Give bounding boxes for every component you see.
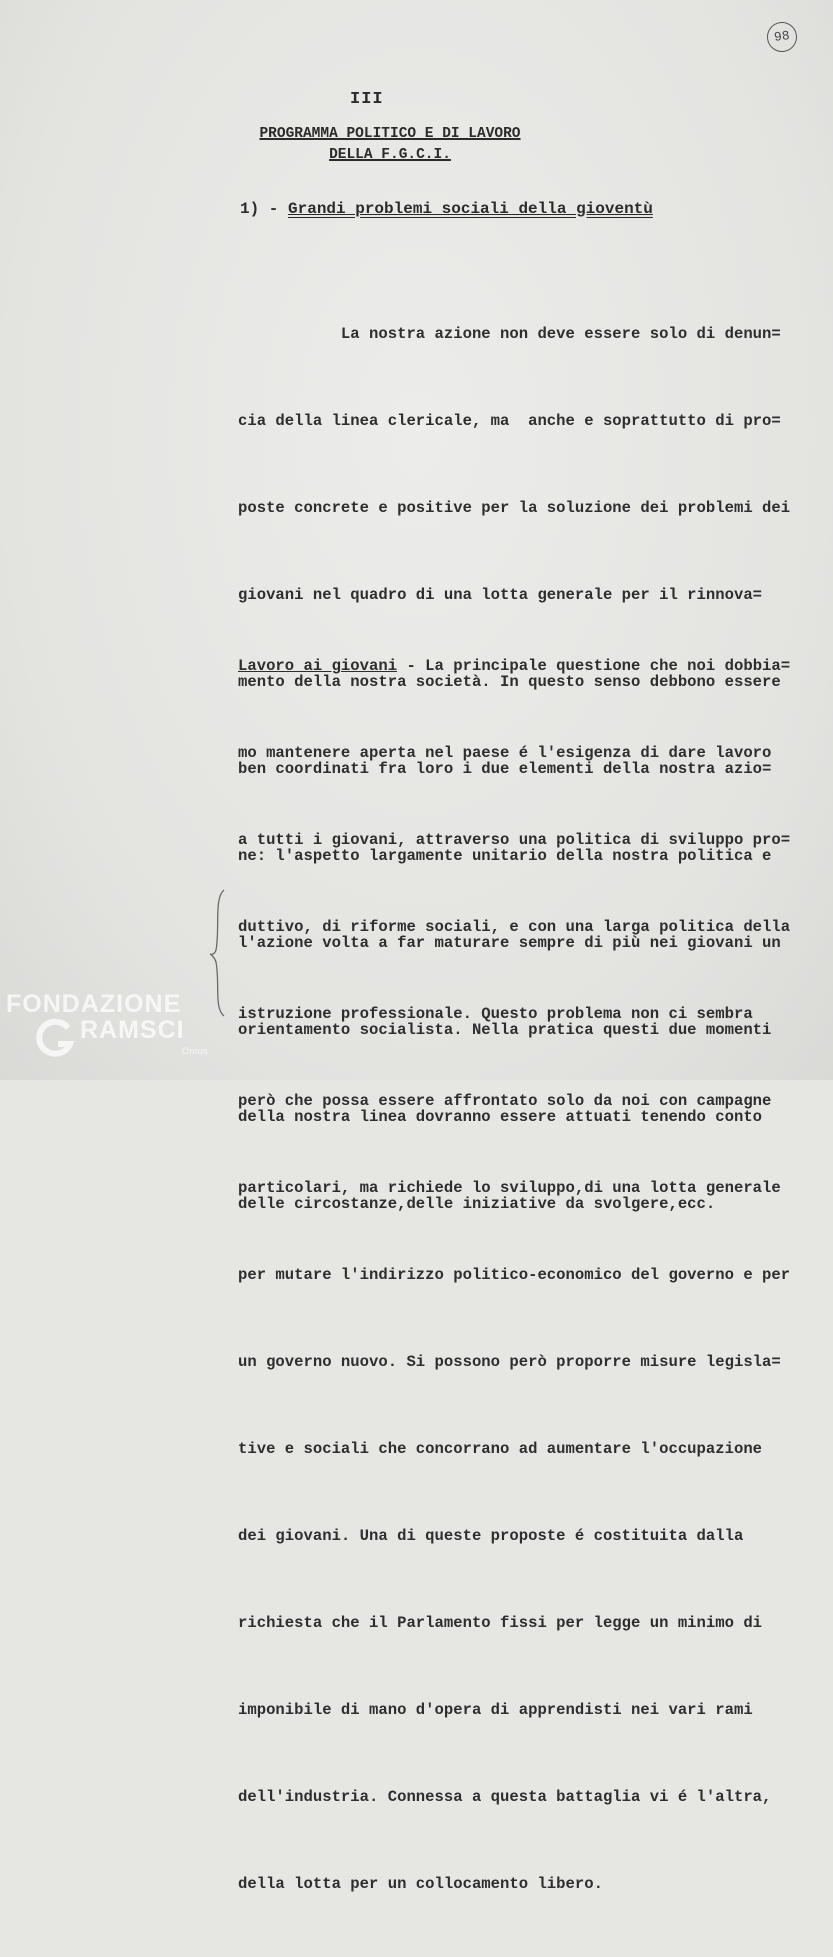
heading-line-2: DELLA F.G.C.I.	[329, 147, 451, 163]
section-title	[240, 200, 653, 218]
paragraph-lead-title: Lavoro ai giovani	[238, 657, 398, 675]
paragraph-line: poste concrete e positive per la soluzione dei problemi dei	[238, 499, 791, 517]
paragraph-line: giovani nel quadro di una lotta generale per il rinnova=	[238, 586, 763, 604]
paragraph-line: delle circostanze,delle iniziative da svolgere,ecc.	[238, 1195, 716, 1213]
page-number-stamp: 98	[765, 20, 799, 54]
paragraph-line: duttivo, di riforme sociali, e con una larga politica della	[238, 918, 791, 936]
paragraph-line: istruzione professionale. Questo problema non ci sembra	[238, 1005, 753, 1023]
watermark-line-2: RAMSCI	[80, 1016, 185, 1044]
chapter-number: III	[350, 90, 384, 109]
watermark-line-3: Onlus	[182, 1046, 209, 1056]
heading-line-1: PROGRAMMA POLITICO E DI LAVORO	[259, 126, 521, 142]
paragraph-line: della lotta per un collocamento libero.	[238, 1875, 603, 1893]
watermark-logo	[6, 990, 216, 1070]
paragraph-line: orientamento socialista. Nella pratica questi due momenti	[238, 1021, 772, 1039]
section-number: 1) -	[240, 200, 279, 218]
paragraph-line: a tutti i giovani, attraverso una politica di sviluppo pro=	[238, 831, 791, 849]
paragraph-line: particolari, ma richiede lo sviluppo,di una lotta generale	[238, 1179, 781, 1197]
paragraph-line: mento della nostra società. In questo senso debbono essere	[238, 673, 781, 691]
paragraph-line: un governo nuovo. Si possono però proporre misure legisla=	[238, 1353, 781, 1371]
paragraph-line: dei giovani. Una di queste proposte é costituita dalla	[238, 1527, 744, 1545]
watermark-g-icon	[36, 1018, 76, 1058]
paragraph-line: tive e sociali che concorrano ad aumentare l'occupazione	[238, 1440, 763, 1458]
paragraph-line: cia della linea clericale, ma anche e soprattutto di pro=	[238, 412, 781, 430]
watermark-line-1: FONDAZIONE	[6, 990, 182, 1018]
paragraph-line: però che possa essere affrontato solo da noi con campagne	[238, 1092, 772, 1110]
paragraph-line: richiesta che il Parlamento fissi per legge un minimo di	[238, 1614, 763, 1632]
paragraph-lead-rest: - La principale questione che noi dobbia=	[397, 657, 791, 675]
paragraph-line: per mutare l'indirizzo politico-economico del governo e per	[238, 1266, 791, 1284]
section-title-text: Grandi problemi sociali della gioventù	[288, 200, 653, 218]
paragraph-line: imponibile di mano d'opera di apprendisti nei vari rami	[238, 1701, 753, 1719]
document-heading	[230, 124, 550, 166]
paragraph-line: l'azione volta a far maturare sempre di più nei giovani un	[238, 934, 781, 952]
paragraph-line: ne: l'aspetto largamente unitario della nostra politica e	[238, 847, 772, 865]
paragraph-line: La nostra azione non deve essere solo di denun=	[238, 325, 781, 343]
paragraph-line: dell'industria. Connessa a questa battaglia vi é l'altra,	[238, 1788, 772, 1806]
paragraph-2	[238, 594, 798, 1957]
paragraph-line: ben coordinati fra loro i due elementi della nostra azio=	[238, 760, 772, 778]
paragraph-line	[238, 652, 798, 681]
paragraph-line: della nostra linea dovranno essere attuati tenendo conto	[238, 1108, 763, 1126]
paragraph-line: mo mantenere aperta nel paese é l'esigenza di dare lavoro	[238, 744, 772, 762]
